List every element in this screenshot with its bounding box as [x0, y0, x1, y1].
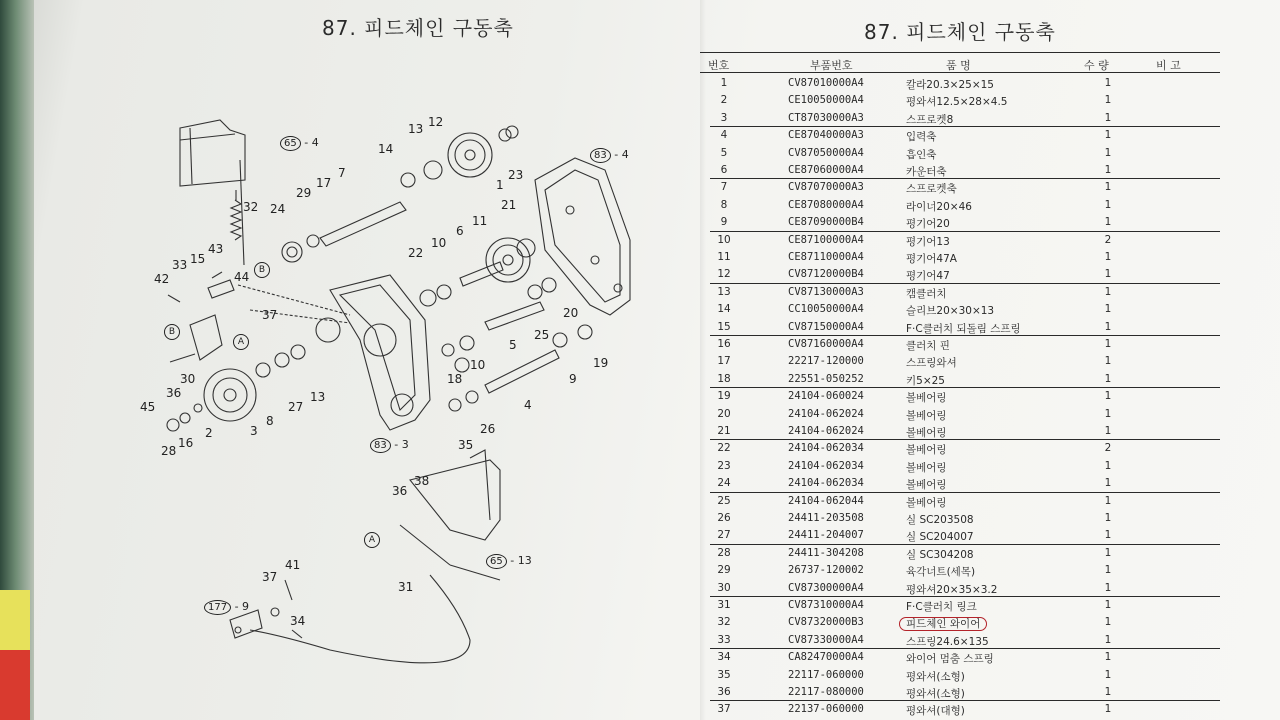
quantity: 1: [1104, 651, 1112, 664]
row-number: 25: [717, 494, 731, 507]
part-number: CV87010000A4: [788, 77, 864, 89]
ref-177-9: 177 - 9: [204, 600, 249, 615]
handwritten-circle-annotation: 피드체인 와이어: [899, 617, 987, 631]
quantity: 1: [1104, 529, 1112, 542]
quantity: 1: [1104, 198, 1112, 211]
quantity: 1: [1104, 425, 1112, 437]
part-number: 22117-080000: [788, 686, 864, 698]
part-number: 22217-120000: [788, 355, 864, 368]
row-number: 30: [717, 581, 731, 594]
row-number: 32: [717, 616, 731, 629]
row-number: 36: [717, 686, 731, 698]
table-row: [700, 562, 1220, 579]
table-top-rule: [700, 52, 1220, 53]
diagram-title: 87. 피드체인 구동축: [322, 16, 514, 40]
table-row: [700, 214, 1220, 231]
callout-36b: 36: [392, 484, 408, 498]
part-name: 볼베어링: [906, 444, 947, 457]
callout-19: 18: [447, 372, 463, 386]
part-number: 26737-120002: [788, 564, 864, 577]
row-number: 29: [717, 564, 731, 577]
part-name: 평기어47: [906, 270, 950, 283]
row-number: 22: [717, 442, 731, 455]
callout-34: 34: [290, 614, 306, 628]
row-number: 23: [717, 459, 731, 472]
part-number: 24104-062044: [788, 494, 864, 507]
part-name: 실 SC204007: [906, 531, 974, 544]
table-row: [700, 145, 1220, 162]
quantity: 2: [1104, 442, 1112, 455]
quantity: 1: [1104, 390, 1112, 403]
part-number: CV87300000A4: [788, 581, 864, 594]
callout-1: 1: [496, 178, 504, 192]
part-name: 스프링24.6×135: [906, 635, 989, 648]
part-name: 키5×25: [906, 374, 945, 387]
quantity: 1: [1104, 164, 1112, 176]
part-name: 라이너20×46: [906, 200, 972, 213]
part-number: CA82470000A4: [788, 651, 864, 664]
part-number: 24411-204007: [788, 529, 864, 542]
row-number: 31: [717, 599, 731, 611]
quantity: 1: [1104, 251, 1112, 263]
table-row: [700, 284, 1220, 301]
part-name: 스프링와셔: [906, 357, 957, 370]
table-row: [700, 545, 1220, 562]
callout-44: 44: [234, 270, 250, 284]
row-number: 1: [720, 77, 728, 89]
row-number: 20: [717, 407, 731, 420]
table-row: [700, 266, 1220, 283]
callout-27: 26: [480, 422, 496, 436]
part-name: F·C클러치 링크: [906, 601, 977, 613]
marker-b-left: B: [164, 324, 180, 340]
row-number: 17: [717, 355, 731, 368]
table-row: [700, 249, 1220, 266]
quantity: 1: [1104, 703, 1112, 716]
table-row: [700, 110, 1220, 127]
callout-31: 30: [180, 372, 196, 386]
callout-21: 20: [563, 306, 579, 320]
row-number: 2: [720, 94, 728, 107]
part-name: 볼베어링: [906, 427, 947, 439]
part-number: CE87110000A4: [788, 251, 864, 263]
quantity: 1: [1104, 407, 1112, 420]
part-number: CT87030000A3: [788, 111, 864, 124]
part-name: 칼라20.3×25×15: [906, 79, 994, 91]
callout-8: 8: [266, 414, 274, 428]
part-name: 볼베어링: [906, 409, 947, 422]
callout-37: 37: [262, 570, 278, 584]
table-row: [700, 458, 1220, 475]
row-number: 3: [720, 111, 728, 124]
callout-30: 29: [296, 186, 312, 200]
quantity: 1: [1104, 129, 1112, 142]
part-name: 볼베어링: [906, 479, 947, 492]
table-row: [700, 232, 1220, 249]
callout-17: 16: [178, 436, 194, 450]
table-row: [700, 92, 1220, 109]
part-number: CV87120000B4: [788, 268, 864, 281]
row-number: 16: [717, 338, 731, 350]
part-number: 24104-062024: [788, 407, 864, 420]
quantity: 1: [1104, 633, 1112, 646]
marker-a-top: A: [233, 334, 249, 350]
quantity: 1: [1104, 494, 1112, 507]
part-number: CV87160000A4: [788, 338, 864, 350]
callout-42: 42: [154, 272, 170, 286]
part-number: 24104-062024: [788, 425, 864, 437]
quantity: 1: [1104, 616, 1112, 629]
callout-13: 13: [408, 122, 424, 136]
background-sticker-red: [0, 650, 30, 720]
table-row: [700, 632, 1220, 649]
quantity: 1: [1104, 268, 1112, 281]
part-name: 볼베어링: [906, 496, 947, 509]
callout-7: 7: [338, 166, 346, 180]
row-number: 19: [717, 390, 731, 403]
part-name: F·C클러치 되돌림 스프링: [906, 322, 1021, 335]
part-name: 평기어13: [906, 235, 950, 248]
row-number: 24: [717, 477, 731, 490]
part-number: CE10050000A4: [788, 94, 864, 107]
callout-25: 24: [270, 202, 286, 216]
table-row: [700, 353, 1220, 370]
diagram-drawing: [30, 40, 680, 720]
background-edge: [0, 0, 34, 720]
part-name: 평와셔(소형): [906, 688, 965, 700]
quantity: 1: [1104, 581, 1112, 594]
marker-b-top: B: [254, 262, 270, 278]
callout-10: 10: [431, 236, 447, 250]
part-number: CE87040000A3: [788, 129, 864, 142]
row-number: 13: [717, 285, 731, 298]
table-row: [700, 75, 1220, 92]
row-number: 21: [717, 425, 731, 437]
callout-11: 11: [472, 214, 488, 228]
callout-3: 3: [250, 424, 258, 438]
row-number: 11: [717, 251, 731, 263]
quantity: 1: [1104, 599, 1112, 611]
part-name: 평와셔12.5×28×4.5: [906, 96, 1008, 109]
table-header: [700, 54, 1220, 74]
part-number: CE87100000A4: [788, 233, 864, 246]
part-name: 볼베어링: [906, 461, 947, 474]
ref-65-13: 65 - 13: [486, 554, 532, 569]
table-row: [700, 510, 1220, 527]
part-number: CV87070000A3: [788, 181, 864, 194]
callout-6: 6: [456, 224, 464, 238]
callout-33: 32: [243, 200, 259, 214]
table-row: [700, 580, 1220, 597]
quantity: 1: [1104, 355, 1112, 368]
row-number: 6: [720, 164, 728, 176]
quantity: 1: [1104, 285, 1112, 298]
quantity: 1: [1104, 216, 1112, 229]
part-number: 22137-060000: [788, 703, 864, 716]
part-name: 평와셔20×35×3.2: [906, 583, 998, 596]
callout-18: 17: [316, 176, 332, 190]
part-number: CV87320000B3: [788, 616, 864, 629]
quantity: 1: [1104, 303, 1112, 316]
table-row: [700, 388, 1220, 405]
row-number: 7: [720, 181, 728, 194]
part-name: 클러치 핀: [906, 340, 950, 352]
quantity: 2: [1104, 233, 1112, 246]
callout-20: 19: [593, 356, 609, 370]
table-title: 87. 피드체인 구동축: [864, 20, 1056, 44]
callout-2: 2: [205, 426, 213, 440]
part-number: CV87050000A4: [788, 146, 864, 159]
header-name: 품 명: [946, 59, 971, 72]
part-name: 볼베어링: [906, 392, 947, 405]
row-number: 18: [717, 372, 731, 385]
part-name: 입력축: [906, 131, 937, 144]
part-number: CE87060000A4: [788, 164, 864, 176]
callout-24: 23: [508, 168, 524, 182]
part-name: 평기어47A: [906, 253, 957, 265]
part-number: 24104-060024: [788, 390, 864, 403]
part-number: 24104-062034: [788, 459, 864, 472]
part-name: 실 SC304208: [906, 548, 974, 561]
part-number: CV87130000A3: [788, 285, 864, 298]
row-number: 14: [717, 303, 731, 316]
part-number: CE87080000A4: [788, 198, 864, 211]
ref-83-4: 83 - 4: [590, 148, 629, 163]
part-number: 24411-203508: [788, 512, 864, 524]
row-number: 9: [720, 216, 728, 229]
part-name: 스프로켓축: [906, 183, 957, 196]
quantity: 1: [1104, 77, 1112, 89]
header-part: 부품번호: [810, 59, 853, 72]
part-number: CC10050000A4: [788, 303, 864, 316]
table-row: [700, 649, 1220, 666]
quantity: 1: [1104, 686, 1112, 698]
callout-28: 27: [288, 400, 304, 414]
callout-23: 22: [408, 246, 424, 260]
part-name: 스프로켓8: [906, 113, 954, 126]
part-number: CE87090000B4: [788, 216, 864, 229]
row-number: 8: [720, 198, 728, 211]
row-number: 28: [717, 546, 731, 559]
exploded-parts-diagram: [30, 40, 680, 720]
row-number: 34: [717, 651, 731, 664]
row-number: 10: [717, 233, 731, 246]
quantity: 1: [1104, 512, 1112, 524]
row-number: 15: [717, 320, 731, 333]
quantity: 1: [1104, 668, 1112, 681]
row-number: 4: [720, 129, 728, 142]
callout-35: 33: [172, 258, 188, 272]
callout-45: 45: [140, 400, 156, 414]
part-number: 24104-062034: [788, 442, 864, 455]
parts-list-table: [700, 48, 1220, 720]
callout-32: 31: [398, 580, 414, 594]
table-row: [700, 406, 1220, 423]
callout-36: 35: [458, 438, 474, 452]
callout-29: 28: [161, 444, 177, 458]
marker-a-bottom: A: [364, 532, 380, 548]
row-number: 5: [720, 146, 728, 159]
part-number: CV87330000A4: [788, 633, 864, 646]
part-name: 카운터축: [906, 166, 947, 178]
row-number: 26: [717, 512, 731, 524]
quantity: 1: [1104, 477, 1112, 490]
callout-41: 41: [285, 558, 301, 572]
table-row: [700, 197, 1220, 214]
callout-14: 13: [310, 390, 326, 404]
part-name: 와이어 멈춤 스프링: [906, 653, 994, 666]
part-number: CV87150000A4: [788, 320, 864, 333]
callout-22: 21: [501, 198, 517, 212]
table-row: [700, 475, 1220, 492]
table-row: [700, 336, 1220, 353]
row-number: 37: [717, 703, 731, 716]
table-header-rule: [700, 72, 1220, 73]
table-row: [700, 684, 1220, 701]
callout-16: 15: [190, 252, 206, 266]
callout-15: 14: [378, 142, 394, 156]
part-name: 평와셔(대형): [906, 705, 965, 718]
quantity: 1: [1104, 181, 1112, 194]
row-number: 27: [717, 529, 731, 542]
table-row: [700, 179, 1220, 196]
part-name: 실 SC203508: [906, 514, 974, 526]
quantity: 1: [1104, 94, 1112, 107]
part-name: 캠클러치: [906, 287, 947, 300]
header-qty: 수 량: [1084, 59, 1109, 72]
part-name: 육각너트(세목): [906, 566, 976, 579]
ref-65-4: 65 - 4: [280, 136, 319, 151]
part-number: 22551-050252: [788, 372, 864, 385]
table-row: [700, 701, 1220, 718]
table-row: [700, 127, 1220, 144]
quantity: 1: [1104, 459, 1112, 472]
header-remark: 비 고: [1156, 59, 1181, 72]
table-row: [700, 667, 1220, 684]
part-name: [906, 616, 987, 631]
part-name: 흡인축: [906, 148, 937, 161]
row-number: 33: [717, 633, 731, 646]
quantity: 1: [1104, 372, 1112, 385]
row-number: 35: [717, 668, 731, 681]
ref-83-3: 83 - 3: [370, 438, 409, 453]
part-number: 22117-060000: [788, 668, 864, 681]
table-row: [700, 614, 1220, 631]
table-row: [700, 527, 1220, 544]
table-row: [700, 493, 1220, 510]
quantity: 1: [1104, 111, 1112, 124]
table-row: [700, 423, 1220, 440]
callout-39: 37: [262, 308, 278, 322]
callout-12: 12: [428, 115, 444, 129]
table-row: [700, 162, 1220, 179]
quantity: 1: [1104, 546, 1112, 559]
part-name: 평기어20: [906, 218, 950, 231]
table-row: [700, 597, 1220, 614]
quantity: 1: [1104, 146, 1112, 159]
callout-43: 43: [208, 242, 224, 256]
part-number: CV87310000A4: [788, 599, 864, 611]
quantity: 1: [1104, 564, 1112, 577]
part-name: 평와셔(소형): [906, 670, 965, 683]
callout-26: 25: [534, 328, 550, 342]
part-number: 24104-062034: [788, 477, 864, 490]
quantity: 1: [1104, 320, 1112, 333]
callout-4: 4: [524, 398, 532, 412]
row-number: 12: [717, 268, 731, 281]
quantity: 1: [1104, 338, 1112, 350]
callout-10b: 10: [470, 358, 486, 372]
table-row: [700, 371, 1220, 388]
table-row: [700, 301, 1220, 318]
header-no: 번호: [708, 59, 730, 72]
part-name: 슬리브20×30×13: [906, 305, 995, 318]
table-row: [700, 319, 1220, 336]
part-number: 24411-304208: [788, 546, 864, 559]
callout-5: 5: [509, 338, 517, 352]
callout-40: 38: [414, 474, 430, 488]
table-row: [700, 440, 1220, 457]
callout-9: 9: [569, 372, 577, 386]
callout-38: 36: [166, 386, 182, 400]
